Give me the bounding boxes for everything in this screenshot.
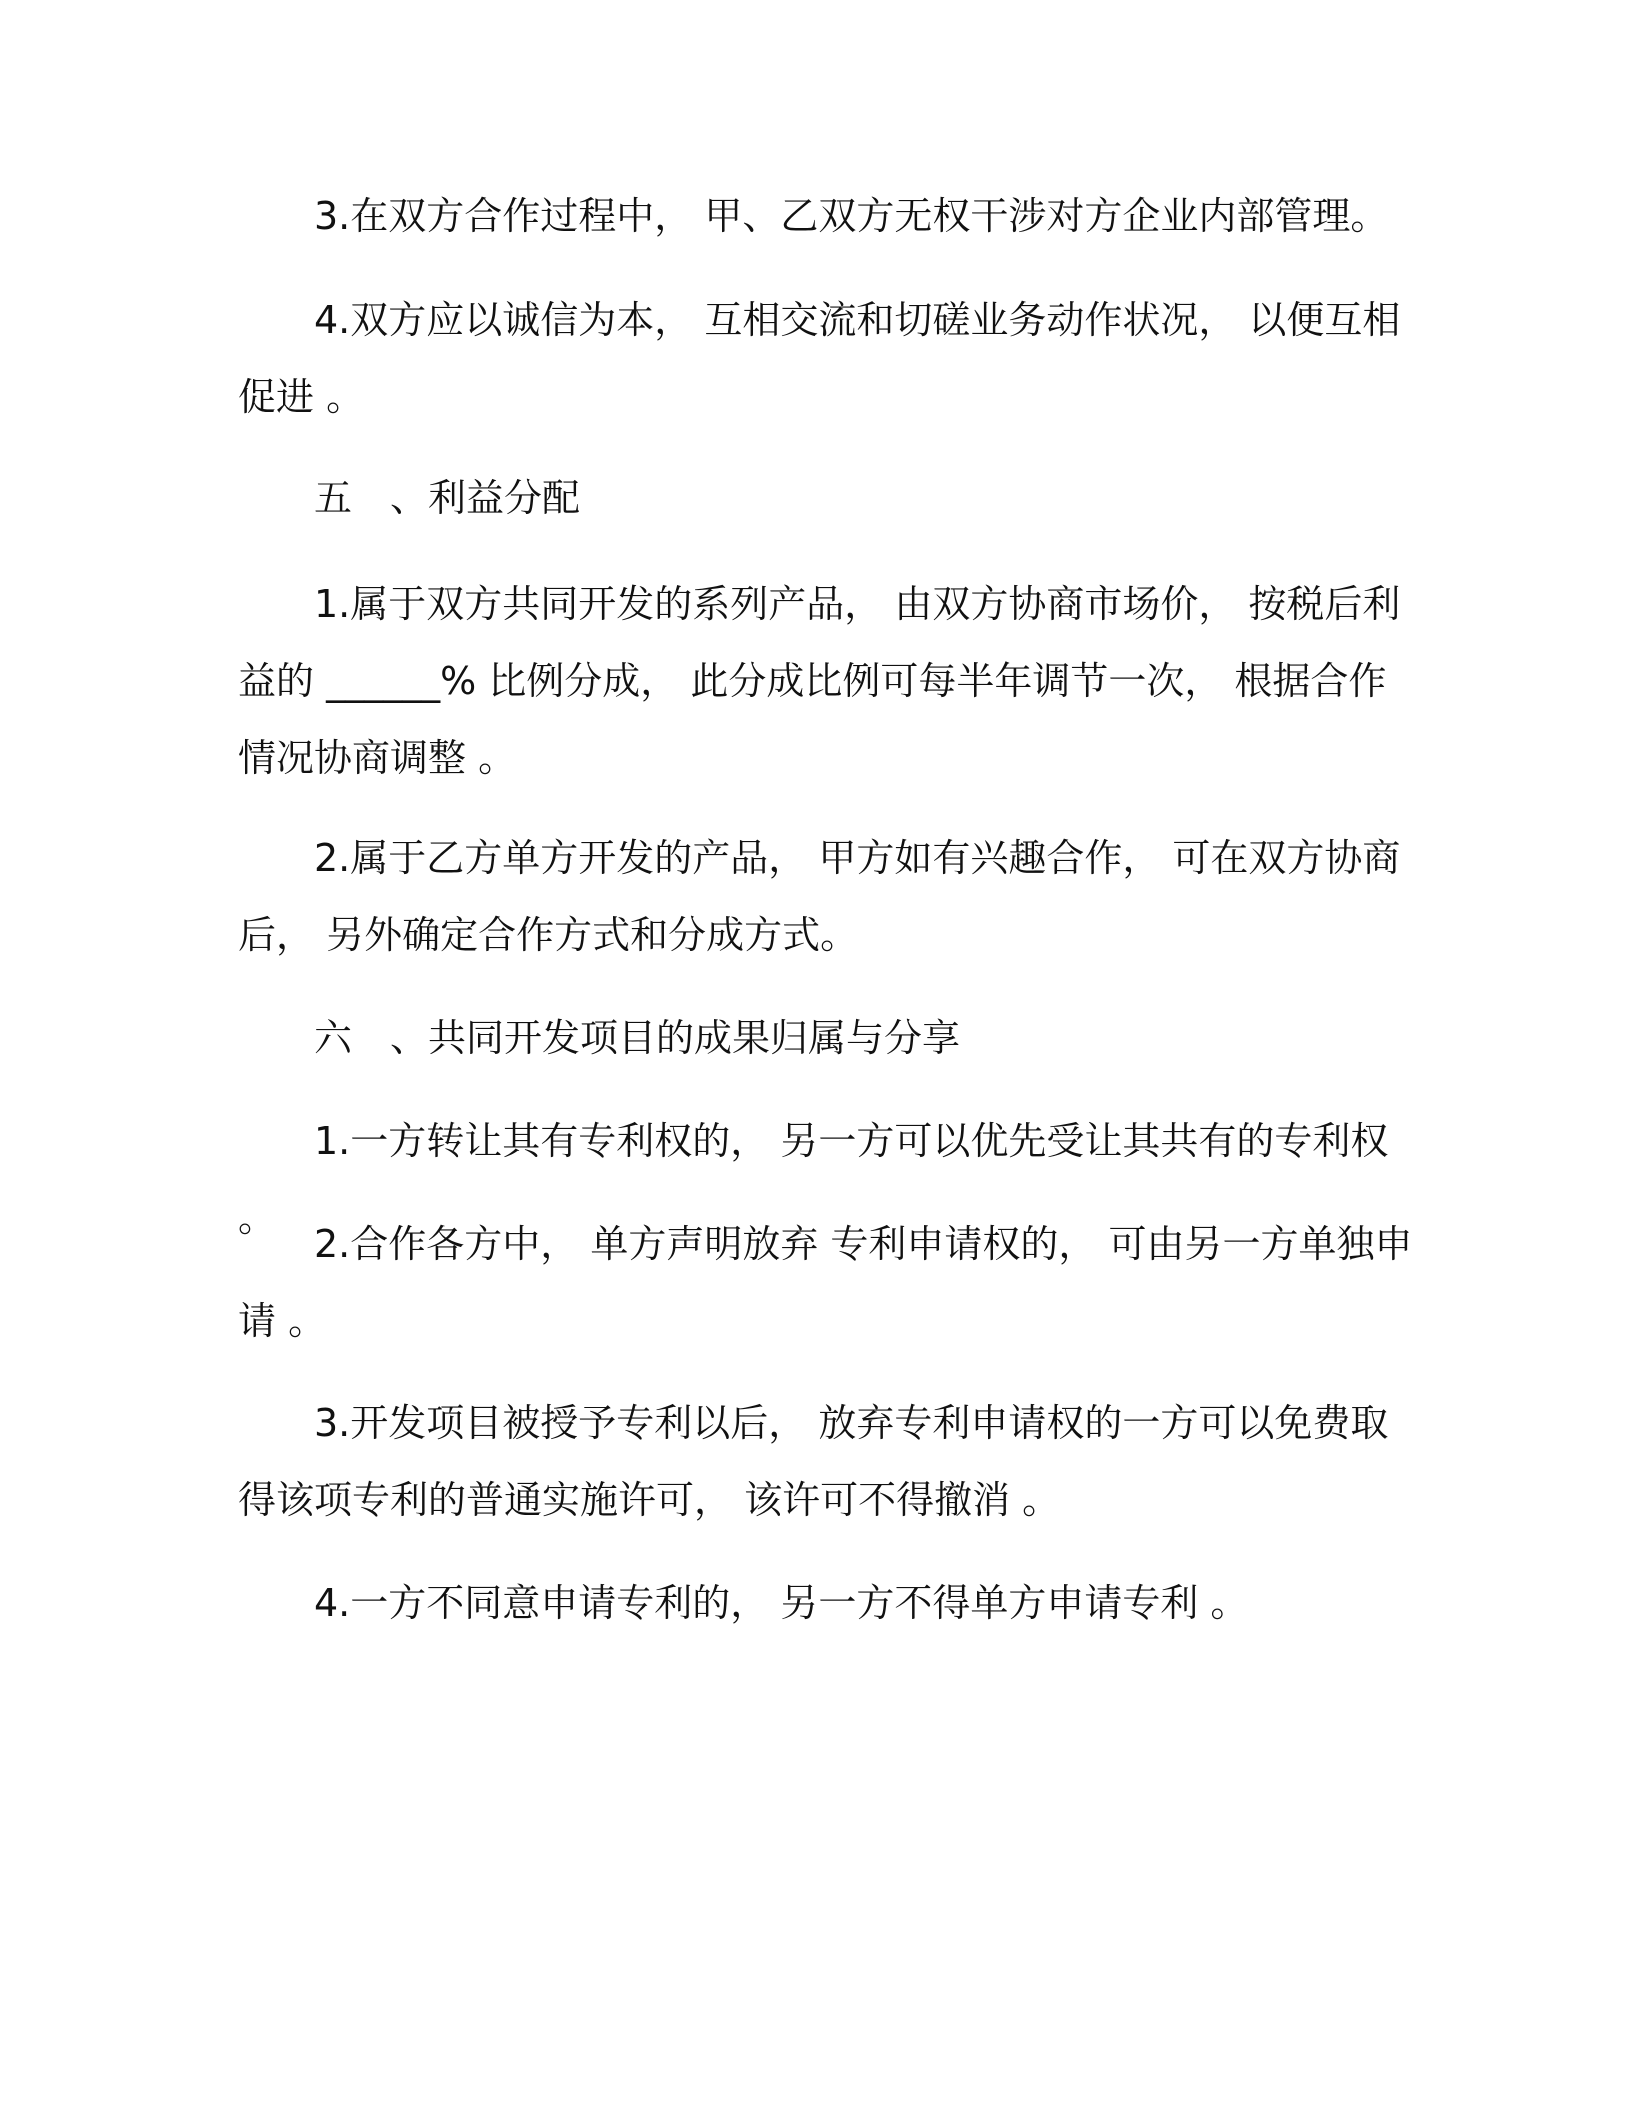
clause-4-3: 3.在双方合作过程中， 甲、乙双方无权干涉对方企业内部管理。: [314, 194, 1389, 238]
clause-5-1: 1.属于双方共同开发的系列产品， 由双方协商市场价， 按税后利益的 ______% 比例分成， 此分成比例可每半年调节一次， 根据合作情况协商调整 。: [238, 582, 1401, 780]
section-5-heading: 五 、利益分配: [314, 476, 581, 520]
clause-4-4: 4.双方应以诚信为本， 互相交流和切磋业务动作状况， 以便互相促进 。: [238, 298, 1401, 419]
clause-5-2: 2.属于乙方单方开发的产品， 甲方如有兴趣合作， 可在双方协商后， 另外确定合作方式和分成方式。: [238, 836, 1401, 957]
clause-6-3: 3.开发项目被授予专利以后， 放弃专利申请权的一方可以免费取得该项专利的普通实施许可， 该许可不得撤消 。: [238, 1401, 1389, 1522]
clause-6-1: 1.一方转让其有专利权的， 另一方可以优先受让其共有的专利权 。: [238, 1119, 1401, 1240]
clause-6-2: 2.合作各方中， 单方声明放弃 专利申请权的， 可由另一方单独申请 。: [238, 1222, 1413, 1343]
section-6-heading: 六 、共同开发项目的成果归属与分享: [314, 1016, 961, 1060]
clause-6-4: 4.一方不同意申请专利的， 另一方不得单方申请专利 。: [314, 1581, 1249, 1625]
